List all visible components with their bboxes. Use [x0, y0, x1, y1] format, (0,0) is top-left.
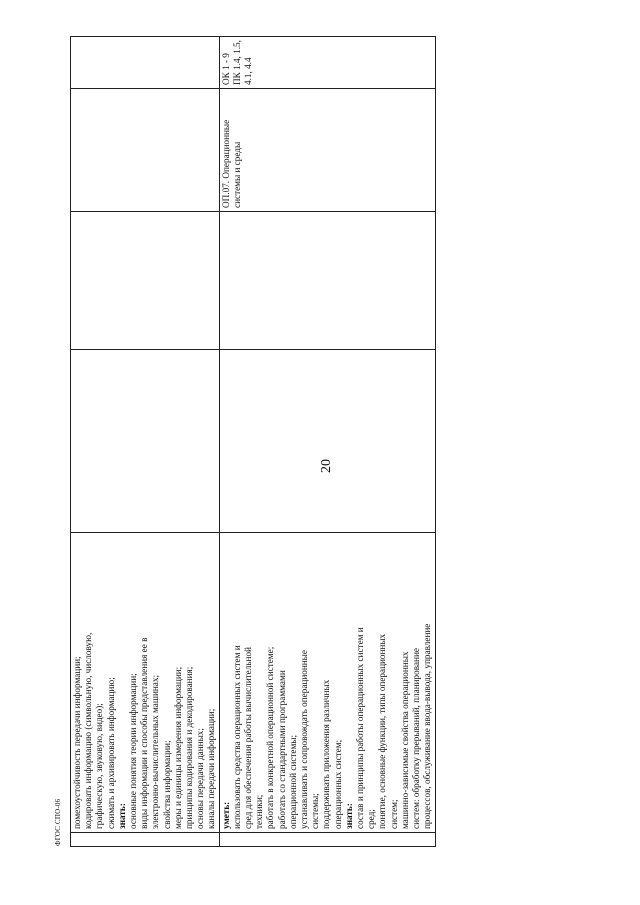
content-line: поддерживать приложения различных — [321, 679, 332, 829]
content-line: помехоустойчивость передачи информации; — [72, 656, 82, 829]
content-line: техники; — [254, 794, 265, 829]
content-line: использовать средства операционных систем и — [231, 645, 242, 829]
content-line: состав и принципы работы операционных систем и — [355, 627, 366, 829]
empty-cell — [219, 350, 435, 533]
empty-cell — [71, 350, 220, 533]
content-line: меры и единицы измерения информации; — [172, 666, 183, 829]
content-line: систем: обработку прерываний, планирование — [411, 648, 422, 829]
content-line: систем; — [388, 799, 399, 829]
content-line: работать в конкретной операционной системе; — [265, 646, 276, 829]
empty-cell — [71, 212, 220, 350]
content-line: знать: — [116, 803, 127, 829]
content-line: системы; — [310, 793, 321, 829]
content-line: процессов, обслуживание ввода-вывода, управление — [422, 623, 433, 829]
content-line: сред; — [366, 809, 377, 829]
content-line: операционной системы; — [287, 734, 298, 829]
competencies-cell: ОК 1 - 9 ПК 1.4, 1.5, 4.1, 4.4 — [219, 37, 435, 89]
content-line: знать: — [343, 803, 354, 829]
content-line: машинно-зависимые свойства операционных — [399, 651, 410, 829]
content-line: принципы кодирования и декодирования; — [184, 666, 195, 829]
table-row — [219, 37, 435, 847]
index-cell — [219, 833, 435, 847]
table-row — [71, 37, 220, 847]
content-line: работать со стандартными программами — [276, 670, 287, 829]
content-line: свойства информации; — [161, 740, 172, 829]
footer-code: ФГОС СПО-06 — [54, 798, 62, 846]
empty-cell — [71, 37, 220, 89]
content-line: операционных систем; — [332, 739, 343, 829]
empty-cell — [71, 89, 220, 212]
discipline-cell: ОП.07. Операционные системы и среды — [219, 89, 435, 212]
content-line: графическую, звуковую, видео); — [94, 703, 105, 829]
standards-table — [70, 36, 436, 847]
content-line: основы передачи данных; — [195, 728, 206, 829]
content-line: уметь: — [220, 801, 231, 829]
content-line: каналы передачи информации; — [206, 708, 217, 829]
rotated-sheet — [70, 37, 433, 847]
content-line: сжимать и архивировать информацию; — [105, 677, 116, 829]
content-line: устанавливать и сопровождать операционные — [299, 650, 310, 829]
index-cell — [71, 833, 220, 847]
empty-cell — [219, 212, 435, 350]
content-line: виды информации и способы представления ее в — [139, 637, 150, 829]
content-line: основные понятия теории информации; — [128, 673, 139, 829]
content-cell — [71, 533, 220, 833]
content-line: кодировать информацию (символьную, числовую, — [83, 632, 94, 829]
landscape-content — [70, 37, 433, 847]
content-line: понятие, основные функции, типы операционных — [377, 633, 388, 829]
page-number: 20 — [319, 459, 334, 473]
content-line: сред для обеспечения работы вычислительной — [243, 647, 254, 829]
content-cell — [219, 533, 435, 833]
content-line: электронно-вычислительных машинах; — [150, 674, 161, 829]
